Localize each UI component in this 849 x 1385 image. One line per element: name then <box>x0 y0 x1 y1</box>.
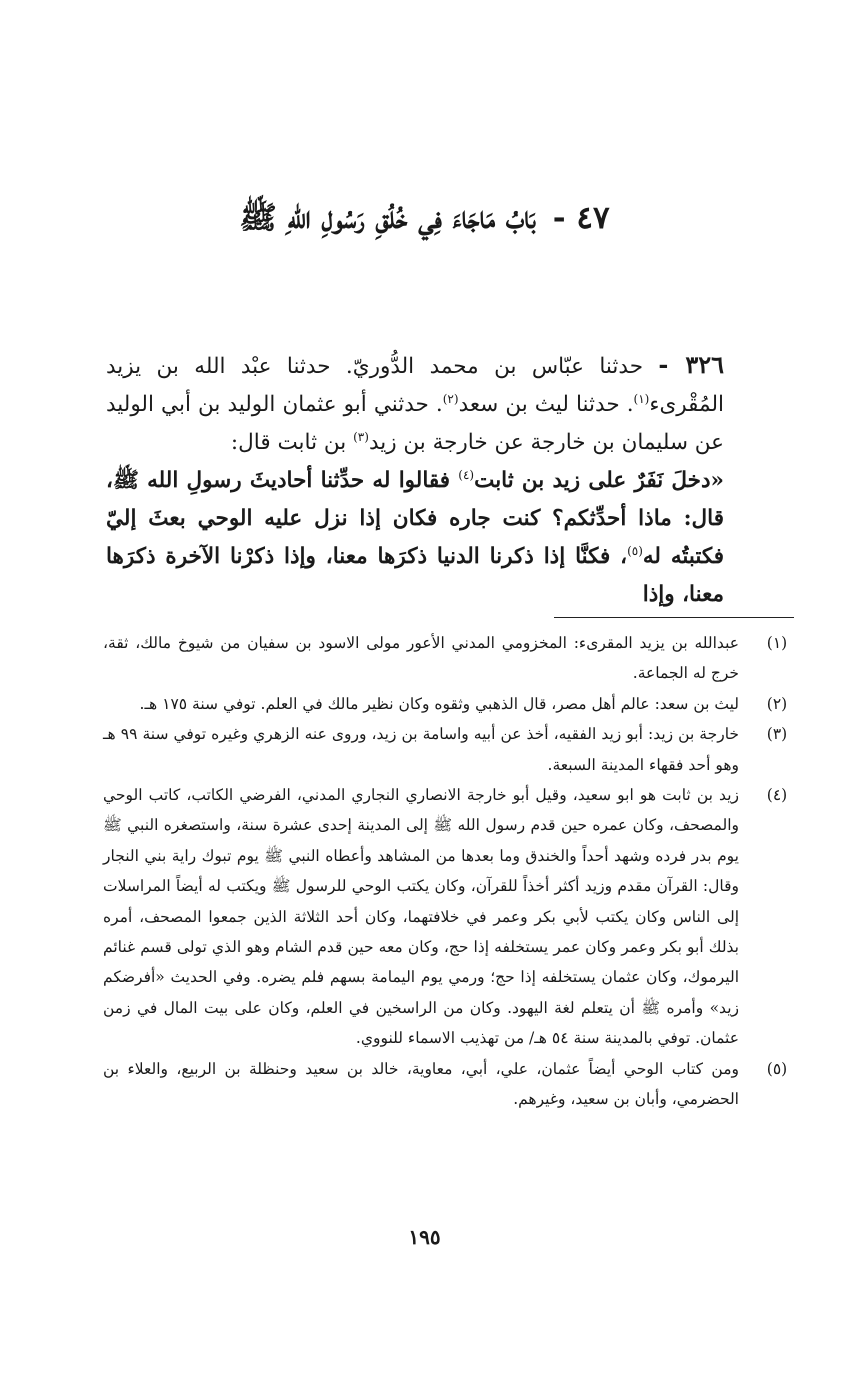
footnote-text: خارجة بن زيد: أبو زيد الفقيه، أخذ عن أبيه واسامة بن زيد، وروى عنه الزهري وغيره توفي سنة ٩٩ هـ وهو أحد فقهاء المدينة السبعة. <box>103 725 739 774</box>
hadith-number: ٣٢٦ - <box>658 350 724 379</box>
matn-part-3: ، فكنَّا إذا ذكرنا الدنيا ذكرَها معنا، وإذا ذكرْنا الآخرة ذكرَها معنا، وإذا <box>106 544 724 607</box>
footnote-text: زيد بن ثابت هو ابو سعيد، وقيل أبو خارجة الانصاري النجاري المدني، الفرضي الكاتب، كاتب الوحي والمصحف، وكان عمره حين قدم رسول الله ﷺ إلى المدينة إحدى عشرة سنة، واستصغره النبي ﷺ يوم بدر فرده وشهد أحداً والخندق وما بعدها من المشاهد وأعطاه النبي ﷺ يوم تبوك راية بني النجار وقال: القرآن مقدم وزيد أكثر أخذاً للقرآن، وكان يكتب الوحي للرسول ﷺ ويكتب له أيضاً المراسلات إلى الناس وكان يكتب لأبي بكر وعمر في خلافتهما، وكان أحد الثلاثة الذين جمعوا المصحف، أمره بذلك أبو بكر وعمر وكان عمر يستخلفه إذا حج، وكان معه حين قدم الشام وهو الذي تولى قسم غنائم اليرموك، وكان عثمان يستخلفه إذا حج؛ ورمي يوم اليمامة بسهم فلم يضره. وفي الحديث «أفرضكم زيد» وأمره ﷺ أن يتعلم لغة اليهود. وكان من الراسخين في العلم، وكان على بيت المال في زمن عثمان. توفي بالمدينة سنة ٥٤ هـ/ من تهذيب الاسماء للنووي. <box>103 786 739 1048</box>
footnote-1 <box>103 628 797 689</box>
footnote-divider <box>554 617 794 618</box>
footnote-text: ومن كتاب الوحي أيضاً عثمان، علي، أبي، معاوية، خالد بن سعيد وحنظلة بن الربيع، والعلاء بن الحضرمي، وأبان بن سعيد، وغيرهم. <box>103 1059 739 1109</box>
footnote-2 <box>103 689 797 719</box>
isnad-part-4: بن ثابت قال: <box>230 430 354 455</box>
footnote-number: (٥) <box>766 1059 788 1078</box>
footnote-number: (١) <box>766 634 788 652</box>
matn-part-1: «دخلَ نَفَرٌ على زيد بن ثابت <box>474 468 724 493</box>
footnote-text: عبدالله بن يزيد المقرىء: المخزومي المدني الأعور مولى الاسود بن سفيان من شيوخ مالك، ثقة، خرج له الجماعة. <box>103 634 739 683</box>
hadith-text <box>106 346 724 614</box>
chapter-title <box>0 196 849 240</box>
footnote-number: (٣) <box>766 725 788 744</box>
footnote-text: ليث بن سعد: عالم أهل مصر، قال الذهبي وثقوه وكان نظير مالك في العلم. توفي سنة ١٧٥ هـ. <box>139 694 739 713</box>
isnad-part-2: . حدثنا ليث بن سعد <box>458 392 634 417</box>
footnotes <box>103 628 797 1115</box>
chapter-number: ٤٧ - <box>552 200 610 236</box>
footnote-ref-4: (٤) <box>458 467 475 482</box>
footnote-number: (٢) <box>766 694 788 713</box>
footnote-3 <box>103 719 797 780</box>
matn-part-2: فقالوا له حدِّثنا أحاديثَ رسولِ الله ﷺ، قال: ماذا أحدِّثكم؟ كنت جاره فكان إذا نزل عليه الوحي بعثَ إليّ فكتبتُه له <box>106 468 724 569</box>
footnote-ref-3: (٣) <box>353 429 369 444</box>
footnote-4 <box>103 780 797 1054</box>
footnote-5 <box>103 1054 797 1115</box>
chapter-heading: بَابُ مَاجَاءَ فِي خُلُقِ رَسُولِ اللهِ ﷺ <box>239 200 536 236</box>
footnote-ref-1: (١) <box>633 391 650 406</box>
footnote-ref-2: (٢) <box>442 391 459 406</box>
page-number: ١٩٥ <box>408 1225 441 1249</box>
footnote-ref-5: (٥) <box>627 543 643 558</box>
isnad-part-3: . حدثني أبو عثمان الوليد بن أبي الوليد عن سليمان بن خارجة عن خارجة بن زيد <box>106 392 724 455</box>
footnote-number: (٤) <box>766 786 788 805</box>
isnad-part-1: حدثنا عبّاس بن محمد الدُّوريّ. حدثنا عبْد الله بن يزيد المُقْرىء <box>106 354 724 417</box>
